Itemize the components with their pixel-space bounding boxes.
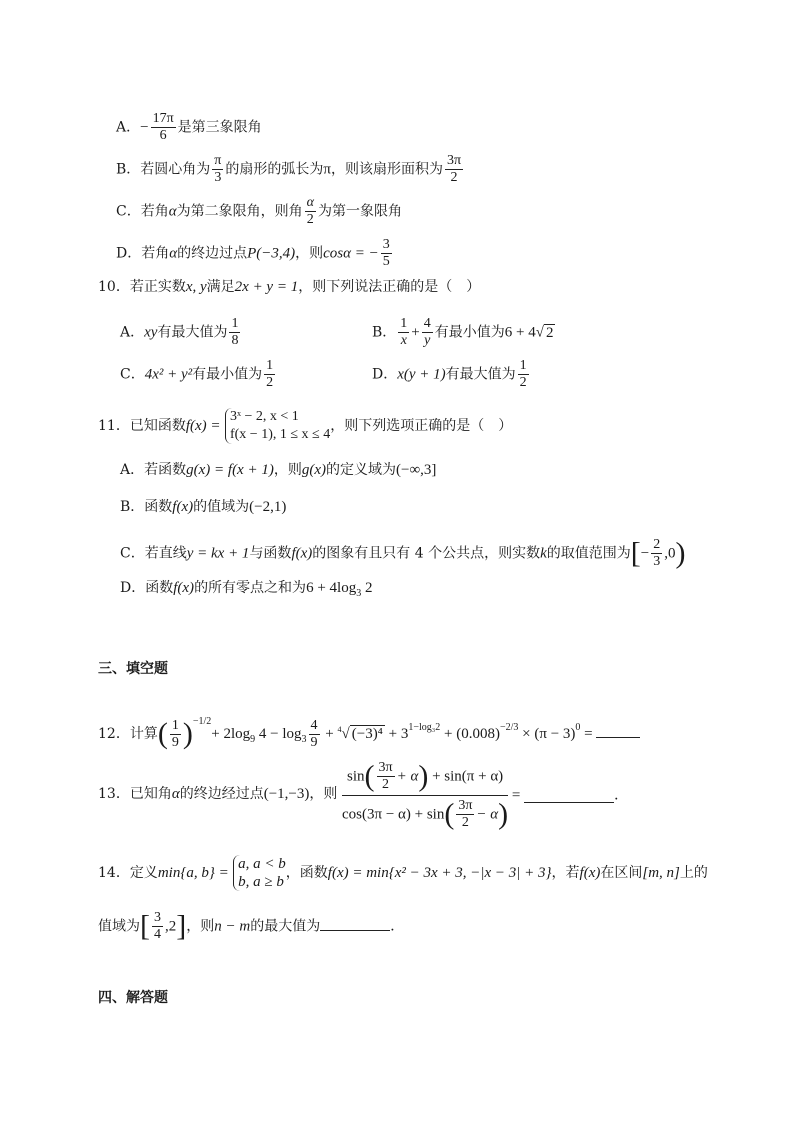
answer-blank[interactable] <box>320 916 390 931</box>
q11-option-b: B．函数f(x)的值域为(−2,1) <box>120 499 287 515</box>
fraction: $\frac{2}{3}$ <box>653 537 661 569</box>
q9-option-b: B．若圆心角为 $\frac{\pi}{3}$ 的扇形的弧长为π，则该扇形面积为 $\frac{3\pi}{2}$ <box>116 153 462 185</box>
q13-stem: 13．已知角α的终边经过点(−1,−3)，则 <box>98 786 338 802</box>
q14-line1: 14．定义min{a, b} = a, a < b b, a ≥ b ，函数f(x) = min{x² − 3x + 3, −|x − 3| + 3}，若f(x)在区间[m, n]上的 <box>98 856 708 890</box>
q13-numerator: sin( $\frac{3\pi}{2}$ + α) + sin(π + α) <box>342 760 508 796</box>
right-bracket: ] <box>176 909 187 943</box>
q10-option-c: C．4x² + y²有最小值为 $\frac{1}{2}$ <box>120 358 274 390</box>
fraction: $\frac{1}{2}$ <box>519 358 527 390</box>
fraction: $\frac{4}{9}$ <box>310 717 318 750</box>
answer-blank[interactable] <box>596 723 640 738</box>
left-paren: ( <box>157 717 168 750</box>
q11-stem: 11．已知函数f(x) = 3ˣ − 2, x < 1 f(x − 1), 1 ≤ x ≤ 4 ，则下列选项正确的是（ ） <box>98 409 513 442</box>
right-paren: ) <box>182 717 193 750</box>
q10-option-a: A．xy有最大值为 $\frac{1}{8}$ <box>120 316 239 348</box>
q14-line2: 值域为[ $\frac{3}{4}$ ,2]，则n − m的最大值为 ． <box>98 909 405 943</box>
piecewise-brace: 3ˣ − 2, x < 1 f(x − 1), 1 ≤ x ≤ 4 <box>225 408 330 444</box>
q13-denominator: cos(3π − α) + sin( $\frac{3\pi}{2}$ − α) <box>342 797 509 831</box>
sqrt-symbol: √ <box>535 324 544 341</box>
fraction: $\frac{1}{9}$ <box>171 717 179 750</box>
section-heading-solutions: 四、解答题 <box>98 990 168 1006</box>
fraction: $\frac{3\pi}{2}$ <box>446 153 462 185</box>
fraction: $\frac{4}{y}$ <box>423 316 431 348</box>
q11-option-a: A．若函数g(x) = f(x + 1)，则g(x)的定义域为(−∞,3] <box>120 462 437 478</box>
section-heading-fill-blank: 三、填空题 <box>98 661 168 677</box>
fraction: $\frac{1}{2}$ <box>266 358 274 390</box>
fraction: $\frac{1}{x}$ <box>400 316 408 348</box>
q10-option-d: D．x(y + 1)有最大值为 $\frac{1}{2}$ <box>372 358 527 390</box>
fraction: $\frac{\alpha}{2}$ <box>306 195 314 227</box>
fraction: $\frac{3}{4}$ <box>154 910 161 942</box>
q10-stem: 10．若正实数x, y满足2x + y = 1，则下列说法正确的是（ ） <box>98 279 481 295</box>
fraction: $\frac{17\pi}{6}$ <box>152 111 174 143</box>
answer-blank[interactable] <box>524 788 614 803</box>
q9-option-c: C．若角α为第二象限角，则角 $\frac{\alpha}{2}$ 为第一象限角 <box>116 195 402 227</box>
left-bracket: [ <box>140 909 150 943</box>
right-paren: ) <box>675 536 686 570</box>
radical-symbol: √ <box>341 726 350 742</box>
q9-option-a: A．− $\frac{17\pi}{6}$ 是第三象限角 <box>116 111 262 143</box>
piecewise-brace: a, a < b b, a ≥ b <box>233 855 286 891</box>
q11-option-c: C．若直线y = kx + 1与函数f(x)的图象有且只有 4 个公共点，则实数k的取值范围为[− $\frac{2}{3}$ ,0) <box>120 536 686 570</box>
q9-option-d: D．若角α的终边过点P(−3,4)，则cosα = − $\frac{3}{5}$ <box>116 237 390 269</box>
q12: 12．计算( $\frac{1}{9}$ )$^{-1/2}+ 2\log_9$ $4 - \log_3$ $\frac{4}{9}$ + $^4$√ $(-3)^4 + 3^{1-log_32} + (0.008)^{-2/3} \times (\pi - 3)^0$ = <box>98 712 640 751</box>
fraction: $\frac{\pi}{3}$ <box>214 153 222 185</box>
q10-option-b: B． $\frac{1}{x}$ + $\frac{4}{y}$ 有最小值为6 + 4√ 2 <box>372 316 554 348</box>
q13-fraction: sin( $\frac{3\pi}{2}$ + α) + sin(π + α) cos(3π − α) + sin( $\frac{3\pi}{2}$ − α) = ． <box>342 759 629 831</box>
fraction: $\frac{1}{8}$ <box>231 316 239 348</box>
left-bracket: [ <box>630 536 641 570</box>
q11-option-d: D．函数f(x)的所有零点之和为$6 + 4\log_3$ 2 <box>120 580 373 599</box>
fraction: $\frac{3}{5}$ <box>382 237 390 269</box>
